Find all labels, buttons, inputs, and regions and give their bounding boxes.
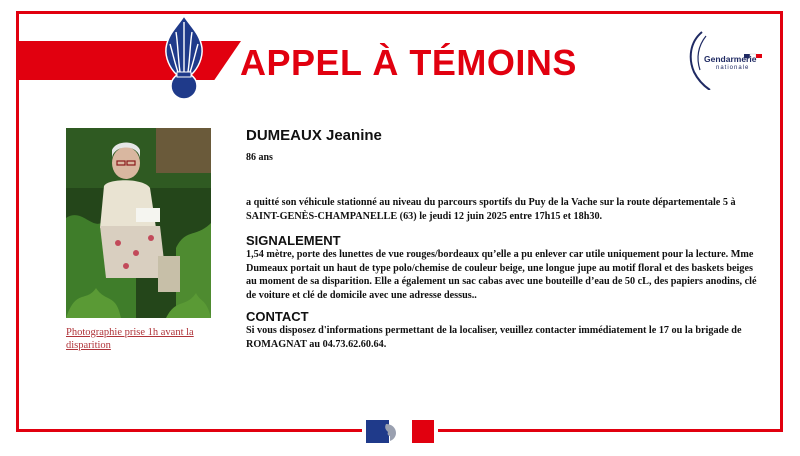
person-name: DUMEAUX Jeanine bbox=[246, 127, 382, 144]
person-age: 86 ans bbox=[246, 152, 273, 163]
gendarmerie-grenade-icon bbox=[158, 14, 210, 104]
marianne-logo-icon bbox=[362, 418, 438, 445]
disappearance-description: a quitté son véhicule stationné au niveau du parcours sportifs du Puy de la Vache sur la route départementale 5 à SAINT-GENÈS-CHAMPANELLE (63) le jeudi 12 juin 2025 entre 17h15 et 18h30. bbox=[246, 197, 736, 222]
signalement-text: 1,54 mètre, porte des lunettes de vue rouges/bordeaux qu’elle a pu enlever car utile uniquement pour la lecture. Mme Dumeaux portait un haut de type polo/chemise de couleur beige, une longue jupe au motif floral et des baskets beiges au moment de sa disparition. Elle a également un sac cabas avec une bouteille d’eau de 50 cL, des papiers anodins, clé de voiture et clé de domicile avec une adresse dessus.. bbox=[246, 249, 757, 301]
page-title: APPEL À TÉMOINS bbox=[240, 42, 577, 83]
contact-text: Si vous disposez d'informations permettant de la localiser, veuillez contacter immédiatement le 17 ou la brigade de ROMAGNAT au 04.73.62.60.64. bbox=[246, 325, 742, 350]
logo-gendarmerie-text: Gendarmerie bbox=[704, 54, 757, 64]
signalement-heading: SIGNALEMENT bbox=[246, 233, 341, 248]
photo-caption: Photographie prise 1h avant la disparition bbox=[66, 327, 194, 351]
logo-nationale-text: nationale bbox=[716, 65, 750, 71]
contact-heading: CONTACT bbox=[246, 309, 309, 324]
missing-person-photo bbox=[66, 128, 211, 318]
